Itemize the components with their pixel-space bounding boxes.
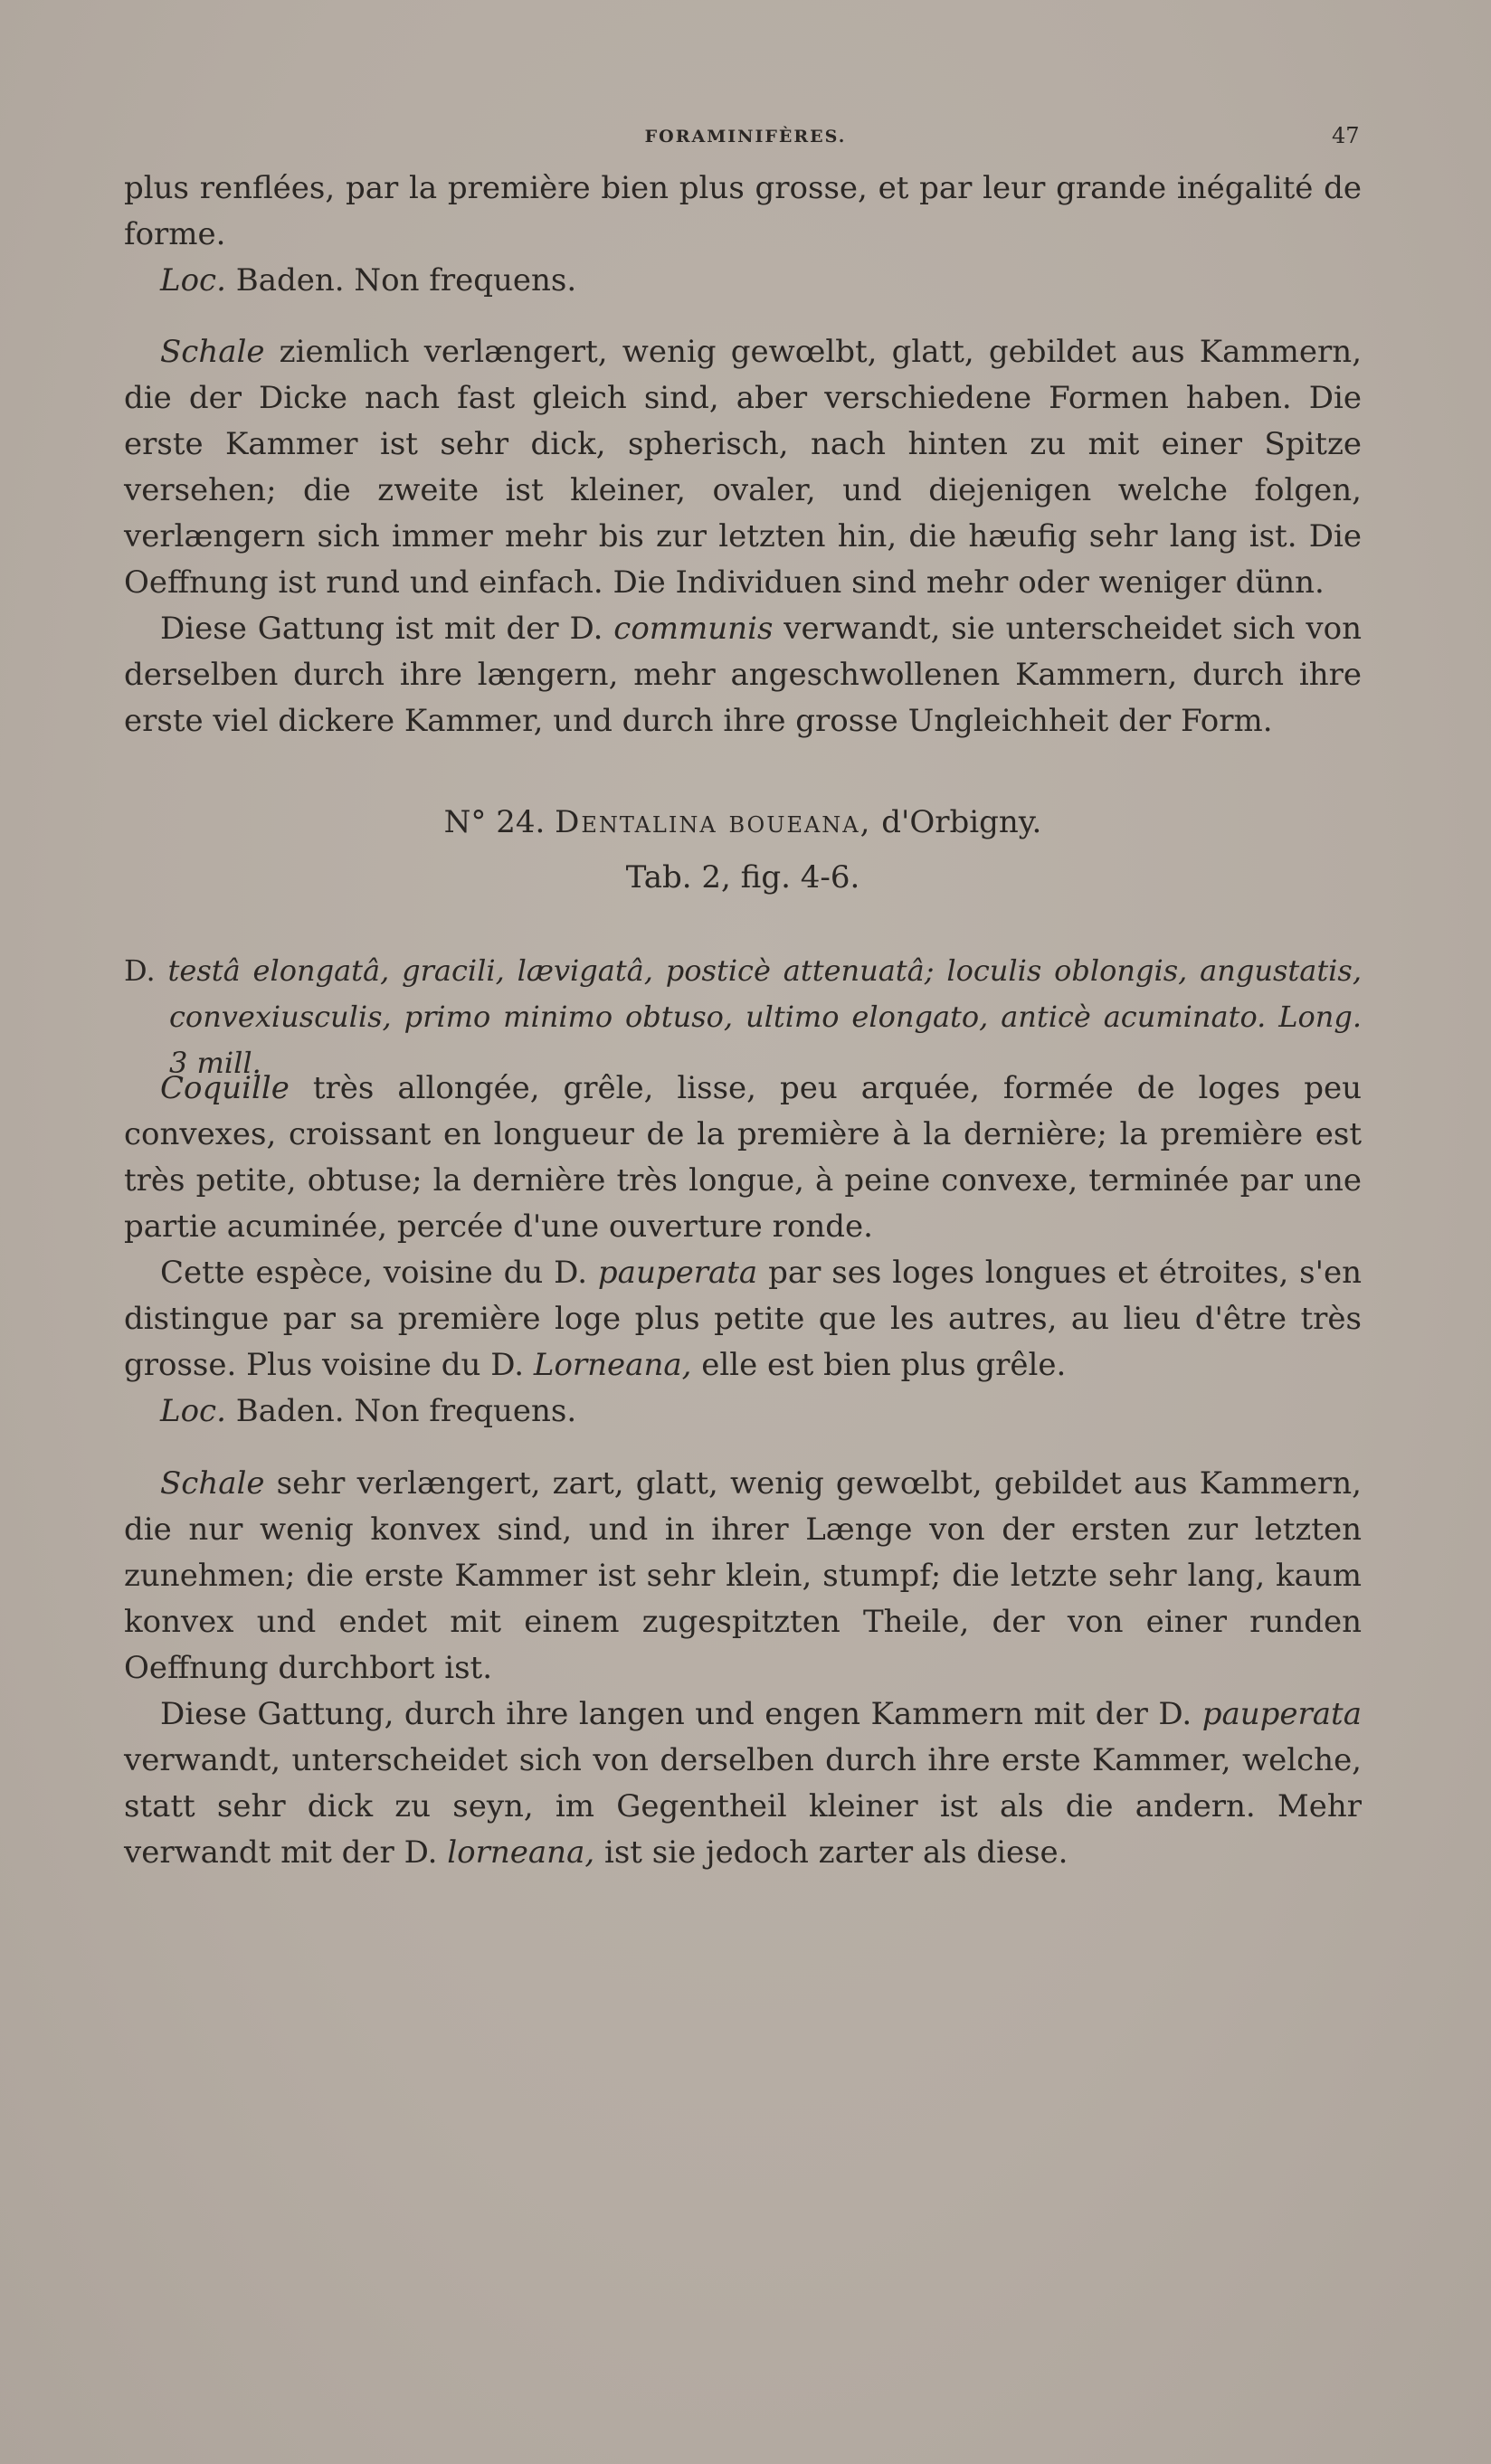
species-number: N° 24. [443,804,556,840]
loc-label: Loc. [160,262,226,299]
species-pauperata: pauperata [597,1255,758,1291]
cette-text-b: par ses loges longues et étroites, s'en distingue par sa première loge plus petite que les autres, au lieu d'être très grosse. Plus voisine du D. [124,1255,1362,1383]
diagnosis-text: testâ elongatâ, gracili, lævigatâ, posticè attenuatâ; loculis oblongis, angustatis, convexiusculis, primo minimo obtuso, ultimo elongato, anticè acuminato. Long. 3 mill. [167,953,1363,1080]
plate-reference: Tab. 2, fig. 4-6. [625,859,860,896]
diese-text-b-2: verwandt, unterscheidet sich von derselben durch ihre erste Kammer, welche, statt sehr dick zu seyn, im Gegentheil kleiner ist als die andern. Mehr verwandt mit der D. [124,1742,1362,1871]
page-number: 47 [1332,123,1360,148]
diese-text-b: verwandt, sie unterscheidet sich von derselben durch ihre længern, mehr angeschwollenen Kammern, durch ihre erste viel dickere Kammer, und durch ihre grosse Ungleichheit der Form. [124,611,1363,739]
coquille-label: Coquille [160,1070,290,1106]
loc-text: Baden. Non frequens. [225,262,577,299]
diese-text-a-2: Diese Gattung, durch ihre langen und engen Kammern mit der D. [160,1696,1202,1732]
paragraph-diese [124,606,1362,744]
diese-text-c-2: ist sie jedoch zarter als diese. [594,1834,1068,1871]
cette-text-c: elle est bien plus grêle. [691,1347,1067,1383]
schale-label-2: Schale [160,1465,265,1502]
loc-label-2: Loc. [160,1393,226,1429]
species-pauperata-2: pauperata [1201,1696,1362,1732]
species-lorneana-2: lorneana, [447,1834,595,1871]
species-author: d'Orbigny. [871,804,1042,840]
species-lorneana: Lorneana, [533,1347,692,1383]
schale-text: ziemlich verlængert, wenig gewœlbt, glatt, gebildet aus Kammern, die der Dicke nach fast gleich sind, aber verschiedene Formen haben. Die erste Kammer ist sehr dick, spherisch, nach hinten zu mit einer Spitze versehen; die zweite ist kleiner, ovaler, und diejenigen welche folgen, verlængern sich immer mehr bis zur letzten hin, die hæufig sehr lang ist. Die Oeffnung ist rund und einfach. Die Individuen sind mehr oder weniger dünn. [124,334,1362,601]
species-communis: communis [613,611,774,647]
species-heading-block [124,800,1362,901]
block-german-description-2 [124,1461,1362,1876]
species-name: Dentalina boueana, [555,804,872,840]
paragraph-continuation: plus renflées, par la première bien plus grosse, et par leur grande inégalité de forme. [124,170,1362,252]
loc-text-2: Baden. Non frequens. [225,1393,577,1429]
cette-text-a: Cette espèce, voisine du D. [160,1255,598,1291]
paragraph-cette [124,1250,1362,1388]
species-heading [124,800,1362,846]
diagnosis-genus: D. [124,953,168,988]
schale-label: Schale [160,334,265,370]
block-french-description [124,1066,1362,1435]
block-continuation [124,166,1362,304]
paragraph-schale [124,329,1362,606]
paragraph-schale-2 [124,1461,1362,1692]
schale-text-2: sehr verlængert, zart, glatt, wenig gewœlbt, gebildet aus Kammern, die nur wenig konvex sind, und in ihrer Længe von der ersten zur letzten zunehmen; die erste Kammer ist sehr klein, stumpf; die letzte sehr lang, kaum konvex und endet mit einem zugespitzten Theile, der von einer runden Oeffnung durchbort ist. [124,1465,1362,1686]
diese-text-a: Diese Gattung ist mit der D. [160,611,614,647]
locality-line [124,258,1362,304]
block-german-description [124,329,1362,744]
paragraph-diese-2 [124,1692,1362,1876]
locality-line-2 [124,1388,1362,1435]
running-title: FORAMINIFÈRES. [644,127,847,147]
paragraph-coquille [124,1066,1362,1250]
coquille-text: très allongée, grêle, lisse, peu arquée, formée de loges peu convexes, croissant en longueur de la première à la dernière; la première est très petite, obtuse; la dernière très longue, à peine convexe, terminée par une partie acuminée, percée d'une ouverture ronde. [124,1070,1362,1245]
